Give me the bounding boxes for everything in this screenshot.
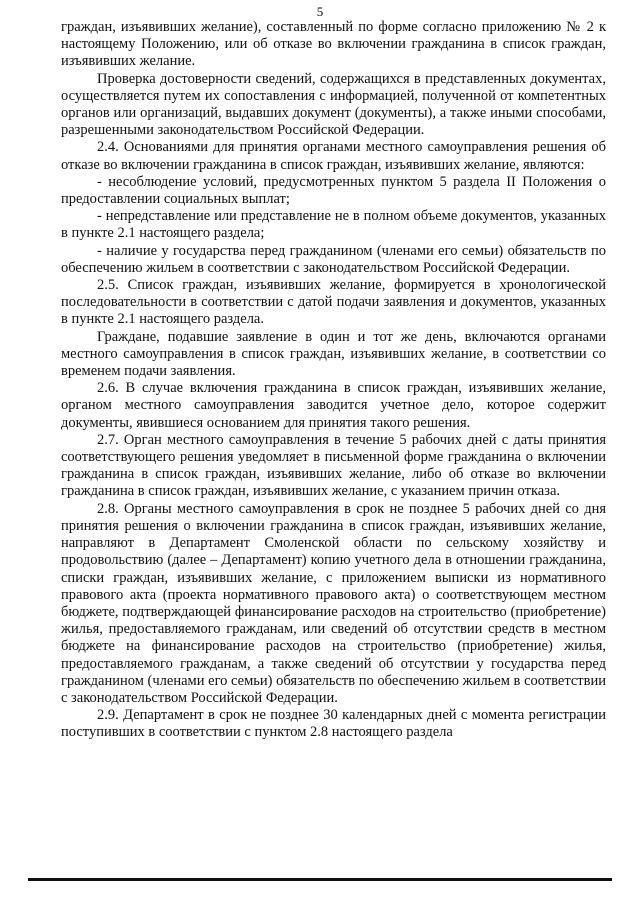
paragraph-2-9: 2.9. Департамент в срок не позднее 30 календарных дней с момента регистрации поступивших в соответствии с пунктом 2.8 настоящего раздела [61,707,606,741]
list-item-obligations: - наличие у государства перед гражданином (членами его семьи) обязательств по обеспечению жильем в соответствии с законодательством Российской Федерации. [61,242,606,276]
paragraph-2-8: 2.8. Органы местного самоуправления в срок не позднее 5 рабочих дней со дня принятия решения о включении гражданина в список граждан, изъявивших желание, направляют в Департамент Смоленской области по сельскому хозяйству и продовольствию (далее – Департамент) копию учетного дела в отношении гражданина, списки граждан, изъявивших желание, с приложением выписки из нормативного правового акта (проекта нормативного правового акта) о соответствующем местном бюджете, подтверждающей финансирование расходов на строительство (приобретение) жилья, предоставляемого гражданам, или сведений об отсутствии средств в местном бюджете на финансирование расходов на строительство (приобретение) жилья, предоставляемого гражданам, а также сведений об отсутствии у государства перед гражданином (членами его семьи) обязательств по обеспечению жильем в соответствии с законодательством Российской Федерации. [61,500,606,706]
paragraph-2-4: 2.4. Основаниями для принятия органами местного самоуправления решения об отказе во включении гражданина в список граждан, изъявивших желание, являются: [61,139,606,173]
paragraph-2-6: 2.6. В случае включения гражданина в список граждан, изъявивших желание, органом местного самоуправления заводится учетное дело, которое содержит документы, явившиеся основанием для принятия такого решения. [61,380,606,431]
bottom-divider [28,878,612,881]
paragraph-same-day: Граждане, подавшие заявление в один и тот же день, включаются органами местного самоуправления в список граждан, изъявивших желание, в соответствии со временем подачи заявления. [61,328,606,380]
document-body [61,19,606,742]
paragraph-2-5: 2.5. Список граждан, изъявивших желание, формируется в хронологической последовательности в соответствии с датой подачи заявления и документов, указанных в пункте 2.1 настоящего раздела. [61,277,606,328]
list-item-conditions: - несоблюдение условий, предусмотренных пунктом 5 раздела II Положения о предоставлении социальных выплат; [61,173,606,208]
paragraph-2-7: 2.7. Орган местного самоуправления в течение 5 рабочих дней с даты принятия соответствующего решения уведомляет в письменной форме гражданина о включении гражданина в список граждан, изъявивших желание, либо об отказе во включении гражданина в список граждан, изъявивших желание, с указанием причин отказа. [61,431,606,500]
paragraph-verification: Проверка достоверности сведений, содержащихся в представленных документах, осуществляется путем их сопоставления с информацией, полученной от компетентных органов или организаций, выдавших документ (документы), а также иными способами, разрешенными законодательством Российской Федерации. [61,70,606,139]
page-number: 5 [316,4,324,19]
list-item-documents: - непредставление или представление не в полном объеме документов, указанных в пункте 2.1 настоящего раздела; [61,208,606,242]
paragraph-continuation: граждан, изъявивших желание), составленный по форме согласно приложению № 2 к настоящему Положению, или об отказе во включении гражданина в список граждан, изъявивших желание. [61,19,606,70]
